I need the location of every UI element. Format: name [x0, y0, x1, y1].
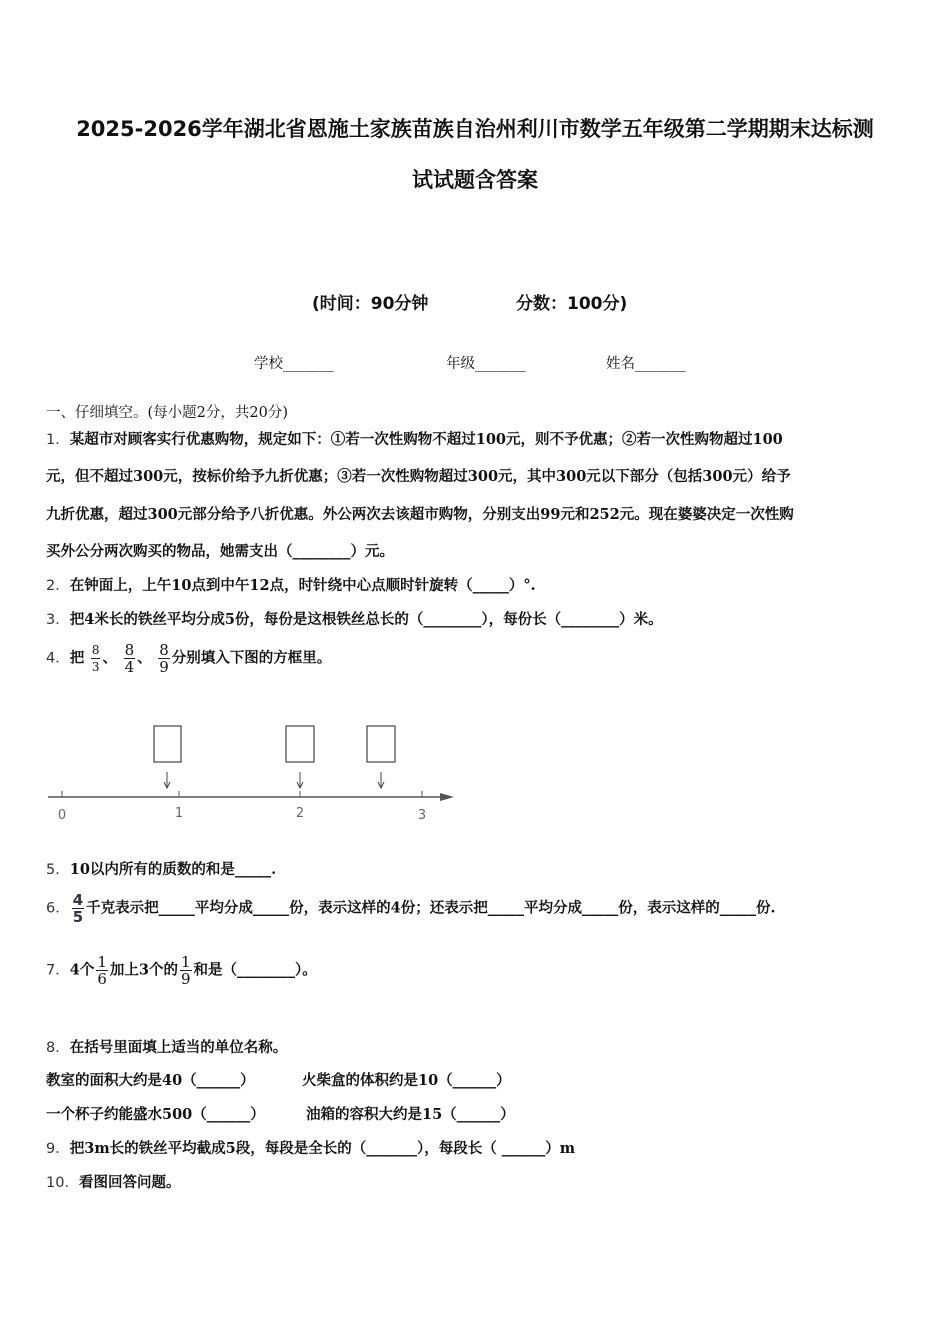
question-text: 把4米长的铁丝平均分成5份，每份是这根铁丝总长的（________），每份长（________）米。: [69, 611, 663, 628]
question-text: 在括号里面填上适当的单位名称。: [69, 1039, 288, 1056]
question-1-line2: 元，但不超过300元，按标价给予九折优惠；③若一次性购物超过300元，其中300元以下部分（包括300元）给予: [46, 468, 791, 485]
question-number: 4．: [46, 650, 70, 667]
question-7: [46, 954, 317, 987]
numerator: 8: [91, 643, 100, 657]
tick-label-3: 3: [417, 808, 427, 823]
name-field: 姓名_______: [606, 356, 686, 372]
answer-box-3: [367, 726, 395, 762]
fraction-1-6: [96, 954, 108, 987]
denominator: 5: [72, 908, 84, 926]
axis-arrowhead: [440, 793, 454, 801]
fraction-4-5: [72, 892, 84, 925]
tick-label-2: 2: [295, 806, 305, 821]
question-8-item-a: 教室的面积大约是40（______）: [46, 1072, 255, 1089]
question-number: 10．: [46, 1175, 79, 1191]
doc-title-line1: 2025-2026学年湖北省恩施土家族苗族自治州利川市数学五年级第二学期期末达标测: [76, 117, 874, 141]
answer-box-2: [286, 726, 314, 762]
separator: 、: [137, 649, 152, 667]
question-number: 3．: [46, 612, 70, 628]
tick-label-0: 0: [57, 808, 67, 823]
question-text: 4个: [69, 961, 95, 979]
fraction-8-9: [158, 642, 170, 675]
denominator: 6: [97, 970, 107, 988]
question-8-item-b: 火柴盒的体积约是10（______）: [302, 1072, 511, 1089]
question-text: 10以内所有的质数的和是_____.: [69, 861, 277, 878]
question-text: 看图回答问题。: [78, 1174, 181, 1191]
school-field: 学校_______: [254, 356, 334, 372]
denominator: 9: [159, 658, 169, 676]
question-1-line1: [46, 428, 783, 449]
question-3: [46, 608, 663, 629]
section-heading: 一、仔细填空。(每小题2分，共20分): [46, 405, 288, 421]
answer-box-1: [154, 726, 181, 762]
question-text: 加上3个的: [109, 961, 178, 979]
question-1-line3: 九折优惠，超过300元部分给予八折优惠。外公两次去该超市购物，分别支出99元和252元。现在婆婆决定一次性购: [46, 506, 794, 523]
question-2: [46, 574, 536, 595]
denominator: 3: [91, 660, 100, 674]
question-number: 6．: [46, 900, 70, 917]
question-6: [46, 892, 776, 925]
question-text: 千克表示把_____平均分成_____份，表示这样的4份；还表示把_____平均分成_____份，表示这样的_____份.: [86, 899, 776, 917]
doc-title-line2: 试试题含答案: [412, 168, 538, 192]
numerator: 8: [124, 641, 135, 659]
question-number: 7．: [46, 962, 70, 979]
question-number: 9．: [46, 1141, 70, 1157]
question-8-item-c: 一个杯子约能盛水500（______）: [46, 1106, 265, 1123]
question-text: 分别填入下图的方框里。: [171, 649, 332, 667]
number-line-figure: [44, 720, 464, 830]
numerator: 8: [159, 641, 169, 659]
question-4: [46, 642, 331, 675]
question-number: 2．: [46, 578, 70, 594]
denominator: 9: [180, 970, 191, 988]
numerator: 4: [72, 891, 84, 909]
question-10: [46, 1171, 180, 1192]
question-text: 在钟面上，上午10点到中午12点，时针绕中心点顺时针旋转（_____）°.: [69, 577, 536, 594]
question-8: [46, 1036, 287, 1057]
grade-field: 年级_______: [446, 356, 526, 372]
numerator: 1: [97, 953, 107, 971]
time-label: (时间：90分钟: [312, 294, 429, 314]
question-number: 1．: [46, 432, 70, 448]
question-8-item-d: 油箱的容积大约是15（______）: [306, 1106, 515, 1123]
tick-label-1: 1: [174, 806, 184, 821]
question-1-line4: 买外公分两次购买的物品，她需支出（________）元。: [46, 543, 394, 560]
question-9: [46, 1137, 575, 1158]
question-number: 5．: [46, 862, 70, 878]
fraction-8-3: [91, 642, 101, 675]
question-5: [46, 858, 276, 879]
denominator: 4: [124, 658, 135, 676]
question-text: 和是（________）。: [193, 961, 317, 979]
fraction-8-4: [124, 642, 136, 675]
question-text: 把3m长的铁丝平均截成5段，每段是全长的（_______），每段长（ ______）m: [69, 1140, 576, 1157]
fraction-1-9: [180, 954, 192, 987]
score-label: 分数：100分): [516, 294, 628, 314]
question-text: 把: [69, 649, 85, 667]
separator: 、: [102, 649, 117, 667]
question-number: 8．: [46, 1040, 70, 1056]
question-text: 某超市对顾客实行优惠购物，规定如下：①若一次性购物不超过100元，则不予优惠；②若一次性购物超过100: [69, 431, 783, 448]
numerator: 1: [180, 953, 191, 971]
